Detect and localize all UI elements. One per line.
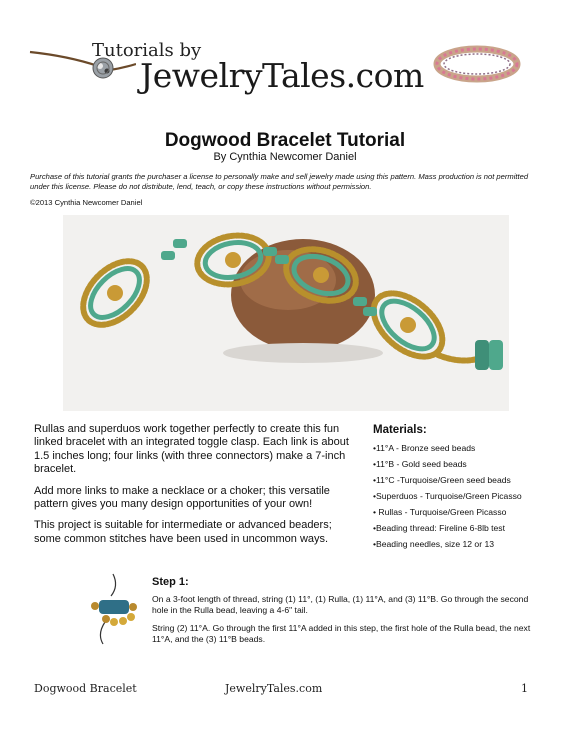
materials-list [373,424,548,552]
materials-heading: Materials: [373,424,427,436]
materials-item: •Beading thread: Fireline 6-8lb test [373,523,505,533]
step1-instruction: On a 3-foot length of thread, string (1) 11°, (1) Rulla, (1) 11°A, and (3) 11°B. Go through the second hole in the Rulla bead, leaving a 4-6" tail. [152,594,529,615]
page-title: Dogwood Bracelet Tutorial [164,130,406,151]
materials-item: •11°B - Gold seed beads [373,459,467,469]
footer-site: JewelryTales.com [225,682,323,695]
bracelet-photo [63,215,509,411]
footer-title: Dogwood Bracelet [34,682,137,695]
intro-paragraph: This project is suitable for intermediate or advanced beaders; some common stitches have been used in uncommon ways. [34,519,332,545]
step1-instruction: String (2) 11°A. Go through the first 11°A added in this step, the first hole of the Rulla bead, the next 11°A, and the (3) 11°B beads. [152,623,531,644]
license-notice: Purchase of this tutorial grants the purchaser a license to personally make and sell jewelry made using this pattern. Mass production is not permitted under this license. Please do not distribute, lend, teach, or copy these instructions without permission. [30,172,529,191]
materials-item: •Superduos - Turquoise/Green Picasso [373,491,522,501]
intro-text [34,423,354,554]
materials-item: •Beading needles, size 12 or 13 [373,539,495,549]
materials-item: •11°C -Turquoise/Green seed beads [373,475,511,485]
header-bracelet-image [430,40,524,88]
header-brand-logo: JewelryTales.com [140,56,424,95]
intro-paragraph: Add more links to make a necklace or a choker; this versatile pattern gives you many design opportunities of your own! [34,484,330,511]
materials-item: •11°A - Bronze seed beads [373,443,476,453]
copyright-notice: ©2013 Cynthia Newcomer Daniel [30,198,143,207]
header-tagline: Tutorials by [92,40,202,61]
author-byline: By Cynthia Newcomer Daniel [213,151,357,163]
page-number: 1 [521,682,528,695]
materials-item: • Rullas - Turquoise/Green Picasso [373,507,507,517]
step1-title: Step 1: [152,576,189,588]
step1-diagram-image [85,572,141,646]
intro-paragraph: Rullas and superduos work together perfectly to create this fun linked bracelet with an integrated toggle clasp. Each link is about 1.5 inches long; four links (with three connectors) make a 7-inch bracelet. [34,423,349,476]
